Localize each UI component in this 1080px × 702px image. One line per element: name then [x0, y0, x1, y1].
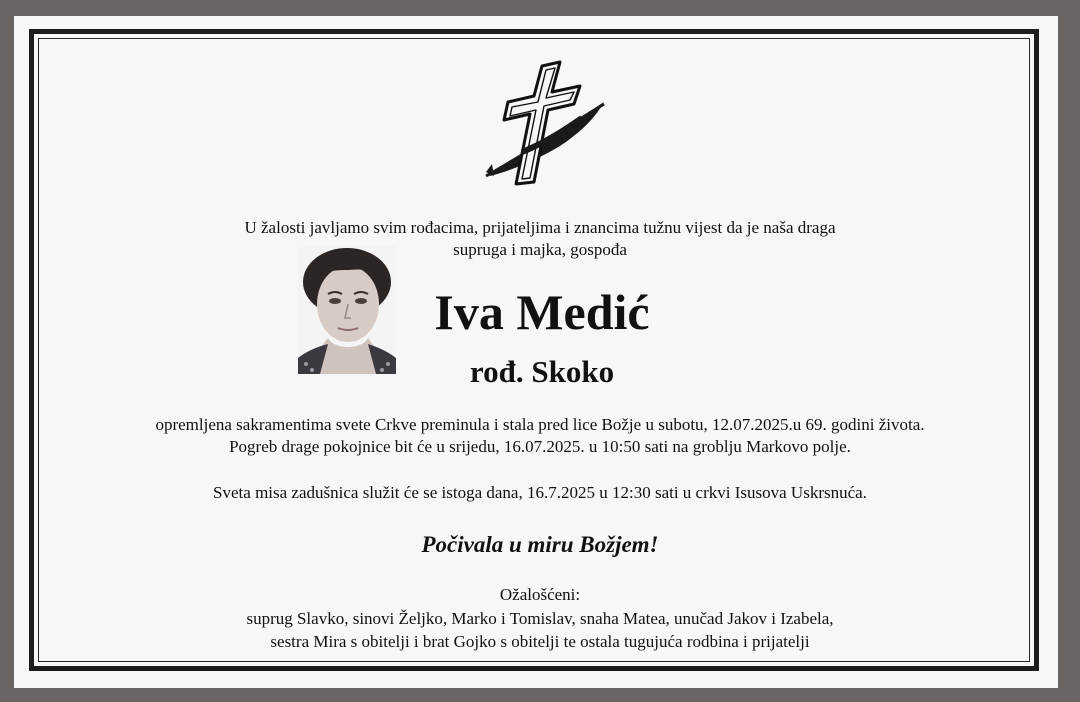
mourners-label: Ožalošćeni:	[499, 585, 581, 604]
deceased-name: Iva Medić	[434, 284, 650, 340]
mass-line: Sveta misa zadušnica služit će se istoga dana, 16.7.2025 u 12:30 sati u crkvi Isusova Uskrsnuća.	[213, 483, 867, 502]
portrait-photo	[298, 246, 396, 374]
mourners-line-2: sestra Mira s obitelji i brat Gojko s obitelji te ostala tugujuća rodbina i prijatelji	[270, 632, 810, 651]
intro-line-1: U žalosti javljamo svim rođacima, prijateljima i znancima tužnu vijest da je naša draga	[244, 218, 836, 237]
portrait-image	[298, 246, 396, 374]
farewell-text: Počivala u miru Božjem!	[421, 532, 659, 557]
intro-line-2: supruga i majka, gospođa	[453, 240, 627, 259]
cross-icon	[482, 60, 608, 188]
maiden-name: rođ. Skoko	[469, 354, 615, 389]
details-line-1: opremljena sakramentima svete Crkve preminula i stala pred lice Božje u subotu, 12.07.2025.u 69. godini života.	[155, 415, 925, 434]
details-line-2: Pogreb drage pokojnice bit će u srijedu, 16.07.2025. u 10:50 sati na groblju Markovo polje.	[229, 437, 851, 456]
mourners-line-1: suprug Slavko, sinovi Željko, Marko i Tomislav, snaha Matea, unučad Jakov i Izabela,	[246, 609, 834, 628]
